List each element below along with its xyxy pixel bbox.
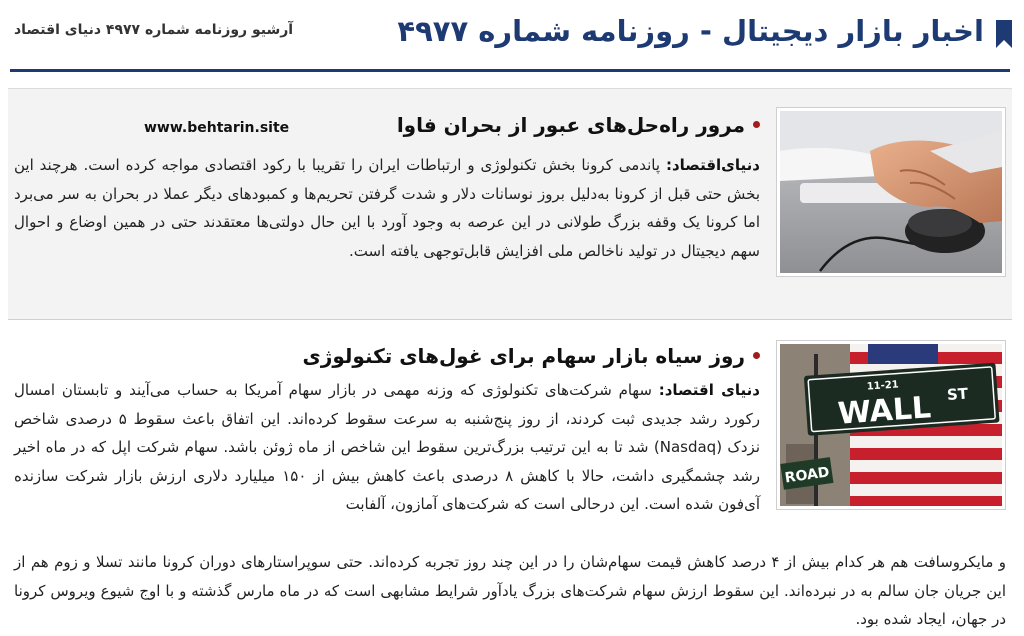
sign-suffix-text: ST xyxy=(946,384,969,405)
headline-text[interactable]: روز سیاه بازار سهام برای غول‌های تکنولوژی xyxy=(302,344,745,368)
summary-text: پاندمی کرونا بخش تکنولوژی و ارتباطات ایران را تقریبا با رکود اقتصادی مواجه کرده است. هرچند این بخش حتی قبل از کرونا به‌دلیل بروز نوسانات دلار و شدت گرفتن تحریم‌ها و کمبودهای دیگر عملا در بحران به سر می‌برد اما کرونا یک وقفه بزرگ طولانی در این عرصه به وجود آورد با این حال دولتی‌ها معتقدند حتی در همین اوضاع و احوال سهم دیجیتال در تولید ناخالص ملی افزایش قابل‌توجهی یافته است. xyxy=(14,156,760,260)
header-divider xyxy=(10,69,1010,72)
news-thumbnail[interactable] xyxy=(776,107,1006,277)
bullet-icon xyxy=(753,352,760,359)
news-summary xyxy=(14,151,760,265)
source-label: دنیای‌اقتصاد: xyxy=(665,156,760,174)
headline-text[interactable]: مرور راه‌حل‌های عبور از بحران فاوا xyxy=(396,113,745,137)
hand-on-mouse-image xyxy=(780,111,1002,273)
source-label: دنیای اقتصاد: xyxy=(658,381,760,399)
sign-number-text: 11-21 xyxy=(866,379,900,393)
news-thumbnail[interactable] xyxy=(776,340,1006,510)
sign-street-text: WALL xyxy=(836,390,933,432)
news-headline[interactable] xyxy=(397,113,760,137)
news-item xyxy=(8,332,1012,632)
bookmark-icon[interactable] xyxy=(994,20,1014,48)
news-summary-continued: و مایکروسافت هم هر کدام بیش از ۴ درصد کاهش قیمت سهام‌شان را در این چند روز تجربه کرده‌اند. حتی سوپراستارهای دوران کرونا مانند تسلا و زوم هم از این جریان جان سالم به در نبرده‌اند. این سقوط ارزش سهام شرکت‌های بزرگ یادآور شرایط مشابهی است که در ماه مارس گذشته و با اوج شیوع ویروس کرونا در جهان، ایجاد شده بود. xyxy=(14,553,1007,629)
archive-link[interactable]: آرشیو روزنامه شماره ۴۹۷۷ دنیای اقتصاد xyxy=(14,22,294,38)
news-item xyxy=(8,88,1012,320)
lower-sign-text: ROAD xyxy=(783,464,831,487)
page-header xyxy=(0,0,1024,72)
watermark-url: www.behtarin.site xyxy=(144,120,290,136)
wall-street-image xyxy=(780,344,1002,506)
summary-text: سهام شرکت‌های تکنولوژی که وزنه مهمی در بازار سهام آمریکا به حساب می‌آیند و تابستان امسال رکورد رشد جدیدی ثبت کردند، از روز پنج‌شنبه به سرعت سقوط کرده‌اند. این اتفاق باعث سقوط ۵ درصدی شاخص نزدک (Nasdaq) شد تا به این ترتیب بزرگ‌ترین سقوط این شاخص از ماه ژوئن باشد. سهام شرکت اپل که در ماه اخیر رشد چشمگیری داشت، حالا با کاهش ۸ درصدی باعث کاهش بیش از ۱۵۰ میلیارد دلاری ارزش بازار شرکت سازنده آی‌فون شده است. این درحالی است که شرکت‌های آمازون، آلفابت xyxy=(14,381,761,514)
news-headline[interactable] xyxy=(303,344,760,368)
bullet-icon xyxy=(753,121,760,128)
page-title: اخبار بازار دیجیتال - روزنامه شماره ۴۹۷۷ xyxy=(397,14,984,48)
news-summary xyxy=(14,376,760,519)
